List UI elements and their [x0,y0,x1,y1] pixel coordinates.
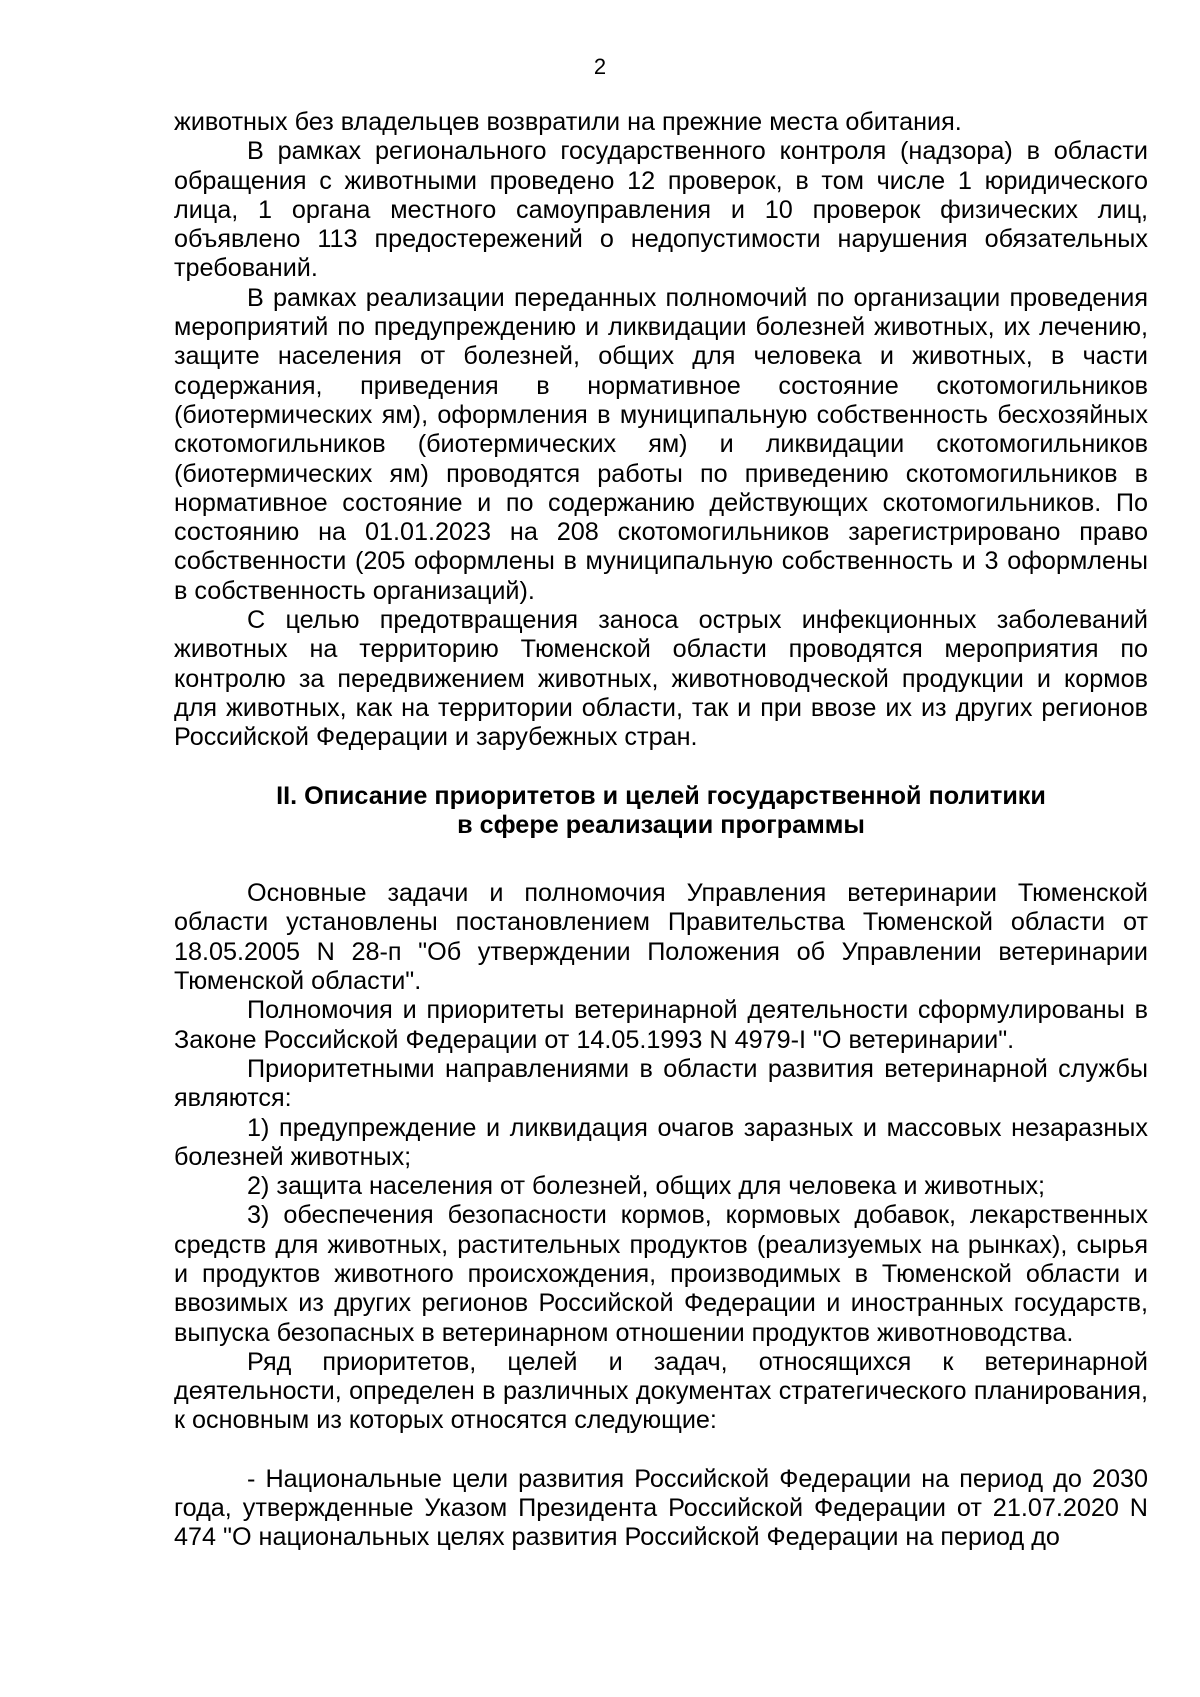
page-number: 2 [593,54,607,79]
spacer [174,1436,1148,1465]
document-body [174,108,1148,1553]
section-heading-line-2: в сфере реализации программы [457,810,865,839]
section-heading-line-1: II. Описание приоритетов и целей государственной политики [276,781,1046,810]
paragraph-cattle-burial-grounds: В рамках реализации переданных полномочий по организации проведения мероприятий по предупреждению и ликвидации болезней животных, их лечению, защите населения от болезней, общих для человека и животных, в части содержания, приведения в нормативное состояние скотомогильников (биотермических ям), оформления в муниципальную собственность бесхозяйных скотомогильников (биотермических ям) и ликвидации скотомогильников (биотермических ям) проводятся работы по приведению скотомогильников в нормативное состояние и по содержанию действующих скотомогильников. По состоянию на 01.01.2023 на 208 скотомогильников зарегистрировано право собственности (205 оформлены в муниципальную собственность и 3 оформлены в собственность организаций). [174,283,1148,605]
spacer [174,840,1148,879]
paragraph-control-inspections: В рамках регионального государственного контроля (надзора) в области обращения с животными проведено 12 проверок, в том числе 1 юридического лица, 1 органа местного самоуправления и 10 проверок физических лиц, объявлено 113 предостережений о недопустимости нарушения обязательных требований. [174,137,1148,283]
paragraph-national-goals: - Национальные цели развития Российской Федерации на период до 2030 года, утвержденные Указом Президента Российской Федерации от 21.07.2020 N 474 "О национальных целях развития Российской Федерации на период до [174,1464,1148,1552]
paragraph-main-tasks: Основные задачи и полномочия Управления ветеринарии Тюменской области установлены постановлением Правительства Тюменской области от 18.05.2005 N 28-п "Об утверждении Положения об Управлении ветеринарии Тюменской области". [174,879,1148,996]
paragraph-infection-prevention: С целью предотвращения заноса острых инфекционных заболеваний животных на территорию Тюменской области проводятся мероприятия по контролю за передвижением животных, животноводческой продукции и кормов для животных, как на территории области, так и при ввозе их из других регионов Российской Федерации и зарубежных стран. [174,606,1148,752]
list-item-2: 2) защита населения от болезней, общих для человека и животных; [247,1172,1046,1201]
paragraph-powers-priorities: Полномочия и приоритеты ветеринарной деятельности сформулированы в Законе Российской Федерации от 14.05.1993 N 4979-I "О ветеринарии". [174,996,1148,1054]
spacer [174,753,1148,782]
list-item-1: 1) предупреждение и ликвидация очагов заразных и массовых незаразных болезней животных; [174,1113,1148,1171]
list-item-3: 3) обеспечения безопасности кормов, кормовых добавок, лекарственных средств для животных, растительных продуктов (реализуемых на рынках), сырья и продуктов животного происхождения, производимых в Тюменской области и ввозимых из других регионов Российской Федерации и иностранных государств, выпуска безопасных в ветеринарном отношении продуктов животноводства. [174,1201,1148,1347]
paragraph-continuation: животных без владельцев возвратили на прежние места обитания. [174,108,962,136]
paragraph-priority-directions: Приоритетными направлениями в области развития ветеринарной службы являются: [174,1054,1148,1113]
paragraph-strategic-documents: Ряд приоритетов, целей и задач, относящихся к ветеринарной деятельности, определен в различных документах стратегического планирования, к основным из которых относятся следующие: [174,1347,1148,1435]
